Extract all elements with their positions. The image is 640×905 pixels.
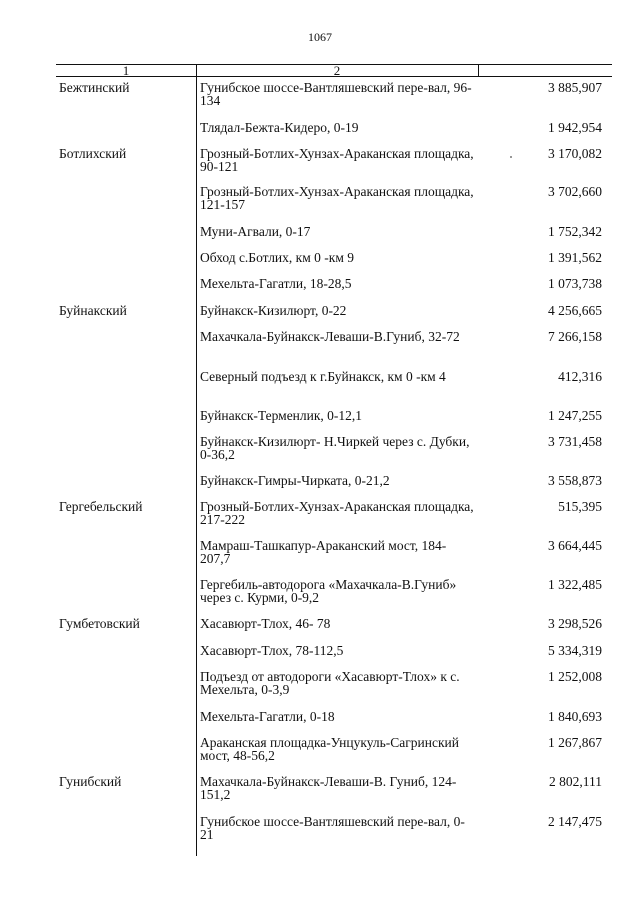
column-separator-1 [196,64,197,856]
road-name: Хасавюрт-Тлох, 78-112,5 [200,643,344,658]
page-number: 1067 [308,30,332,44]
road-value: 5 334,319 [548,643,602,658]
road-name: Мамраш-Ташкапур-Араканский мост, 184-207,7 [200,538,447,566]
road-value: 515,395 [558,499,602,514]
road-table [56,64,612,864]
road-value: 2 802,111 [549,774,602,789]
district-name: Ботлихский [59,146,127,161]
scan-speck [510,156,512,158]
road-name: Буйнакск-Гимры-Чирката, 0-21,2 [200,473,390,488]
district-name: Буйнакский [59,303,127,318]
road-name: Буйнакск-Кизилюрт, 0-22 [200,303,347,318]
road-name: Гергебиль-автодорога «Махачкала-В.Гуниб» через с. Курми, 0-9,2 [200,577,457,605]
road-name: Северный подъезд к г.Буйнакск, км 0 -км 4 [200,369,446,384]
column-header-1: 1 [122,63,130,78]
road-value: 3 664,445 [548,538,602,553]
road-name: Махачкала-Буйнакск-Леваши-В. Гуниб, 124-151,2 [200,774,457,802]
road-name: Грозный-Ботлих-Хунзах-Араканская площадка, 90-121 [200,146,474,174]
road-value: 3 885,907 [548,80,602,95]
district-name: Гергебельский [59,499,143,514]
road-name: Буйнакск-Кизилюрт- Н.Чиркей через с. Дубки, 0-36,2 [200,434,470,462]
road-name: Муни-Агвали, 0-17 [200,224,311,239]
road-value: 1 391,562 [548,250,602,265]
road-value: 3 558,873 [548,473,602,488]
road-name: Гунибское шоссе-Вантляшевский пере-вал, 0-21 [200,814,465,842]
road-value: 1 073,738 [548,276,602,291]
road-name: Подъезд от автодороги «Хасавюрт-Тлох» к с. Мехельта, 0-3,9 [200,669,460,697]
road-value: 1 840,693 [548,709,602,724]
road-name: Махачкала-Буйнакск-Леваши-В.Гуниб, 32-72 [200,329,460,344]
road-value: 1 942,954 [548,120,602,135]
road-name: Гунибское шоссе-Вантляшевский пере-вал, 96-134 [200,80,472,108]
road-value: 3 298,526 [548,616,602,631]
road-name: Обход с.Ботлих, км 0 -км 9 [200,250,354,265]
road-value: 3 702,660 [548,184,602,199]
road-value: 1 322,485 [548,577,602,592]
district-name: Гумбетовский [59,616,140,631]
road-name: Мехельта-Гагатли, 18-28,5 [200,276,352,291]
road-value: 1 252,008 [548,669,602,684]
road-value: 7 266,158 [548,329,602,344]
road-name: Мехельта-Гагатли, 0-18 [200,709,335,724]
district-name: Бежтинский [59,80,130,95]
road-value: 1 247,255 [548,408,602,423]
road-value: 3 170,082 [548,146,602,161]
road-value: 4 256,665 [548,303,602,318]
road-name: Араканская площадка-Унцукуль-Сагринский мост, 48-56,2 [200,735,460,763]
road-value: 3 731,458 [548,434,602,449]
road-name: Буйнакск-Терменлик, 0-12,1 [200,408,363,423]
road-value: 1 267,867 [548,735,602,750]
column-header-2: 2 [333,63,341,78]
road-value: 1 752,342 [548,224,602,239]
road-name: Грозный-Ботлих-Хунзах-Араканская площадка, 217-222 [200,499,474,527]
column-separator-2 [478,64,479,76]
road-name: Тлядал-Бежта-Кидеро, 0-19 [200,120,359,135]
road-name: Хасавюрт-Тлох, 46- 78 [200,616,331,631]
district-name: Гунибский [59,774,122,789]
road-value: 412,316 [558,369,602,384]
road-name: Грозный-Ботлих-Хунзах-Араканская площадка, 121-157 [200,184,474,212]
road-value: 2 147,475 [548,814,602,829]
